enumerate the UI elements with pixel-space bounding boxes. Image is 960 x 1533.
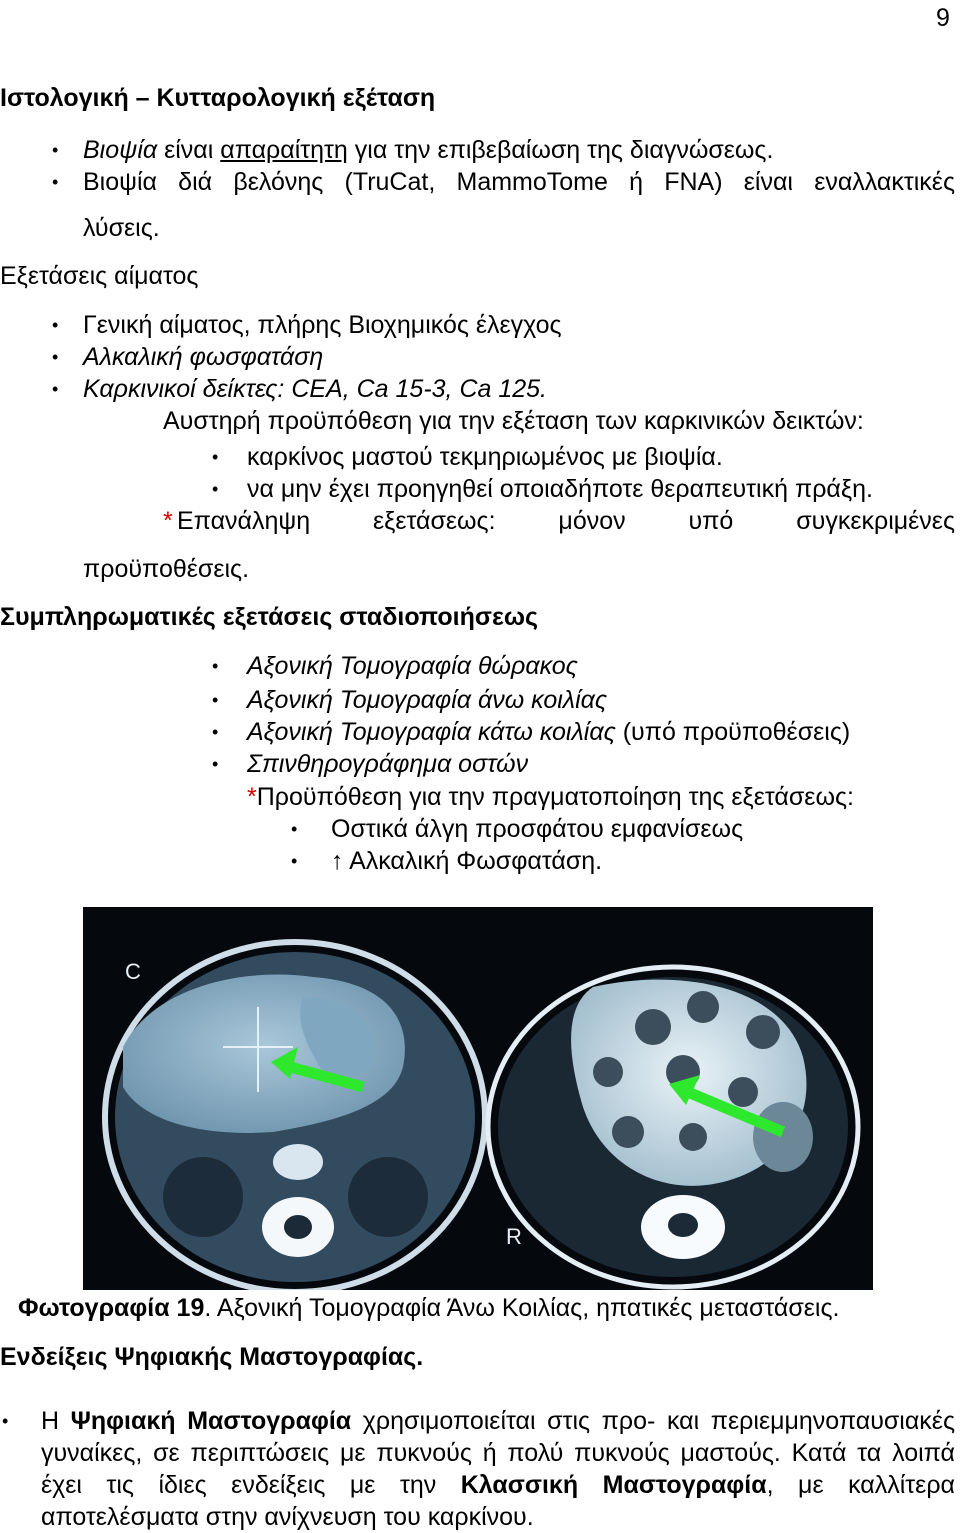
heading-digital-mammography: Ενδείξεις Ψηφιακής Μαστογραφίας. xyxy=(0,1343,424,1371)
text: για την επιβεβαίωση της διαγνώσεως. xyxy=(347,136,774,164)
term-classic: Κλασσική Μαστογραφία xyxy=(460,1471,767,1499)
term-digital: Ψηφιακή Μαστογραφία xyxy=(70,1407,352,1435)
page-number: 9 xyxy=(936,4,950,32)
condition-text: Προϋπόθεση για την πραγματοποίηση της εξετάσεως: xyxy=(256,783,854,811)
text: , με καλλίτερα αποτελέσματα στην ανίχνευση του καρκίνου. xyxy=(41,1471,955,1531)
biopsy-item xyxy=(83,134,773,166)
ct-lower-term: Αξονική Τομογραφία κάτω κοιλίας xyxy=(247,718,616,746)
asterisk: * xyxy=(163,507,173,535)
blood-item-general: Γενική αίματος, πλήρης Βιοχημικός έλεγχος xyxy=(83,311,562,339)
ct-right xyxy=(488,967,858,1287)
bullet-icon: • xyxy=(52,140,59,160)
repeat-note-cont: προϋποθέσεις. xyxy=(83,555,250,583)
ct-label-c: C xyxy=(125,959,141,984)
blood-item-markers xyxy=(83,373,547,405)
markers-note: Αυστηρή προϋπόθεση για την εξέταση των καρκινικών δεικτών: xyxy=(163,407,864,435)
heading-histology: Ιστολογική – Κυτταρολογική εξέταση xyxy=(0,84,436,112)
bullet-icon: • xyxy=(212,479,219,499)
ct-lower-condition: (υπό προϋποθέσεις) xyxy=(615,718,851,746)
staging-ct-upper-abdomen: Αξονική Τομογραφία άνω κοιλίας xyxy=(247,686,608,714)
heading-staging: Συμπληρωματικές εξετάσεις σταδιοποιήσεως xyxy=(0,603,538,631)
bullet-icon: • xyxy=(52,315,59,335)
repeat-note: Επανάληψη εξετάσεως: μόνον υπό συγκεκριμένες xyxy=(177,507,955,535)
biopsy-term: Βιοψία xyxy=(83,136,158,164)
markers-term: Καρκινικοί δείκτες xyxy=(83,375,278,403)
ct-label-r: R xyxy=(506,1224,522,1249)
bullet-icon: • xyxy=(212,656,219,676)
required-term: απαραίτητη xyxy=(220,136,348,164)
markers-list: : CEA, Ca 15-3, Ca 125. xyxy=(277,375,548,403)
asterisk: * xyxy=(247,783,257,811)
digital-mammography-paragraph xyxy=(41,1405,955,1533)
caption-label: Φωτογραφία 19 xyxy=(18,1294,205,1322)
bone-cond-1: Οστικά άλγη προσφάτου εμφανίσεως xyxy=(331,815,744,843)
up-arrow-icon: ↑ xyxy=(331,847,344,875)
bullet-icon: • xyxy=(291,851,298,871)
text: χρησιμοποιείται στις προ- και περιεμμηνοπαυσιακές γυναίκες, σε περιπτώσεις με πυκνούς ή πολύ πυκνούς μαστούς. Κατά τα λοιπά έχει τις ίδιες ενδείξεις με την xyxy=(41,1407,956,1499)
bullet-icon: • xyxy=(52,172,59,192)
bullet-icon: • xyxy=(291,819,298,839)
figure-caption xyxy=(18,1292,839,1324)
staging-ct-thorax: Αξονική Τομογραφία θώρακος xyxy=(247,652,578,680)
bone-scan-condition xyxy=(247,781,854,813)
bullet-icon: • xyxy=(52,347,59,367)
alp-text: Αλκαλική Φωσφατάση. xyxy=(343,847,603,875)
bullet-icon: • xyxy=(212,690,219,710)
markers-cond-2: να μην έχει προηγηθεί οποιαδήποτε θεραπευτική πράξη. xyxy=(247,475,873,503)
bullet-icon: • xyxy=(212,754,219,774)
blood-item-alp: Αλκαλική φωσφατάση xyxy=(83,343,324,371)
bullet-icon: • xyxy=(2,1411,9,1431)
staging-ct-lower-abdomen xyxy=(247,716,850,748)
bullet-icon: • xyxy=(212,447,219,467)
text: Η xyxy=(41,1407,71,1435)
ct-scan-image xyxy=(83,907,873,1290)
needle-biopsy-item-cont: λύσεις. xyxy=(83,214,160,242)
needle-biopsy-item: Βιοψία διά βελόνης (TruCat, MammoTome ή FNA) είναι εναλλακτικές xyxy=(83,168,955,196)
heading-blood-tests: Εξετάσεις αίματος xyxy=(0,262,199,290)
caption-text: . Αξονική Τομογραφία Άνω Κοιλίας, ηπατικές μεταστάσεις. xyxy=(204,1294,840,1322)
bone-cond-2 xyxy=(331,845,602,877)
text: είναι xyxy=(157,136,221,164)
bullet-icon: • xyxy=(52,379,59,399)
bullet-icon: • xyxy=(212,722,219,742)
ct-figure xyxy=(83,907,873,1290)
markers-cond-1: καρκίνος μαστού τεκμηριωμένος με βιοψία. xyxy=(247,443,723,471)
staging-bone-scan: Σπινθηρογράφημα οστών xyxy=(247,750,529,778)
